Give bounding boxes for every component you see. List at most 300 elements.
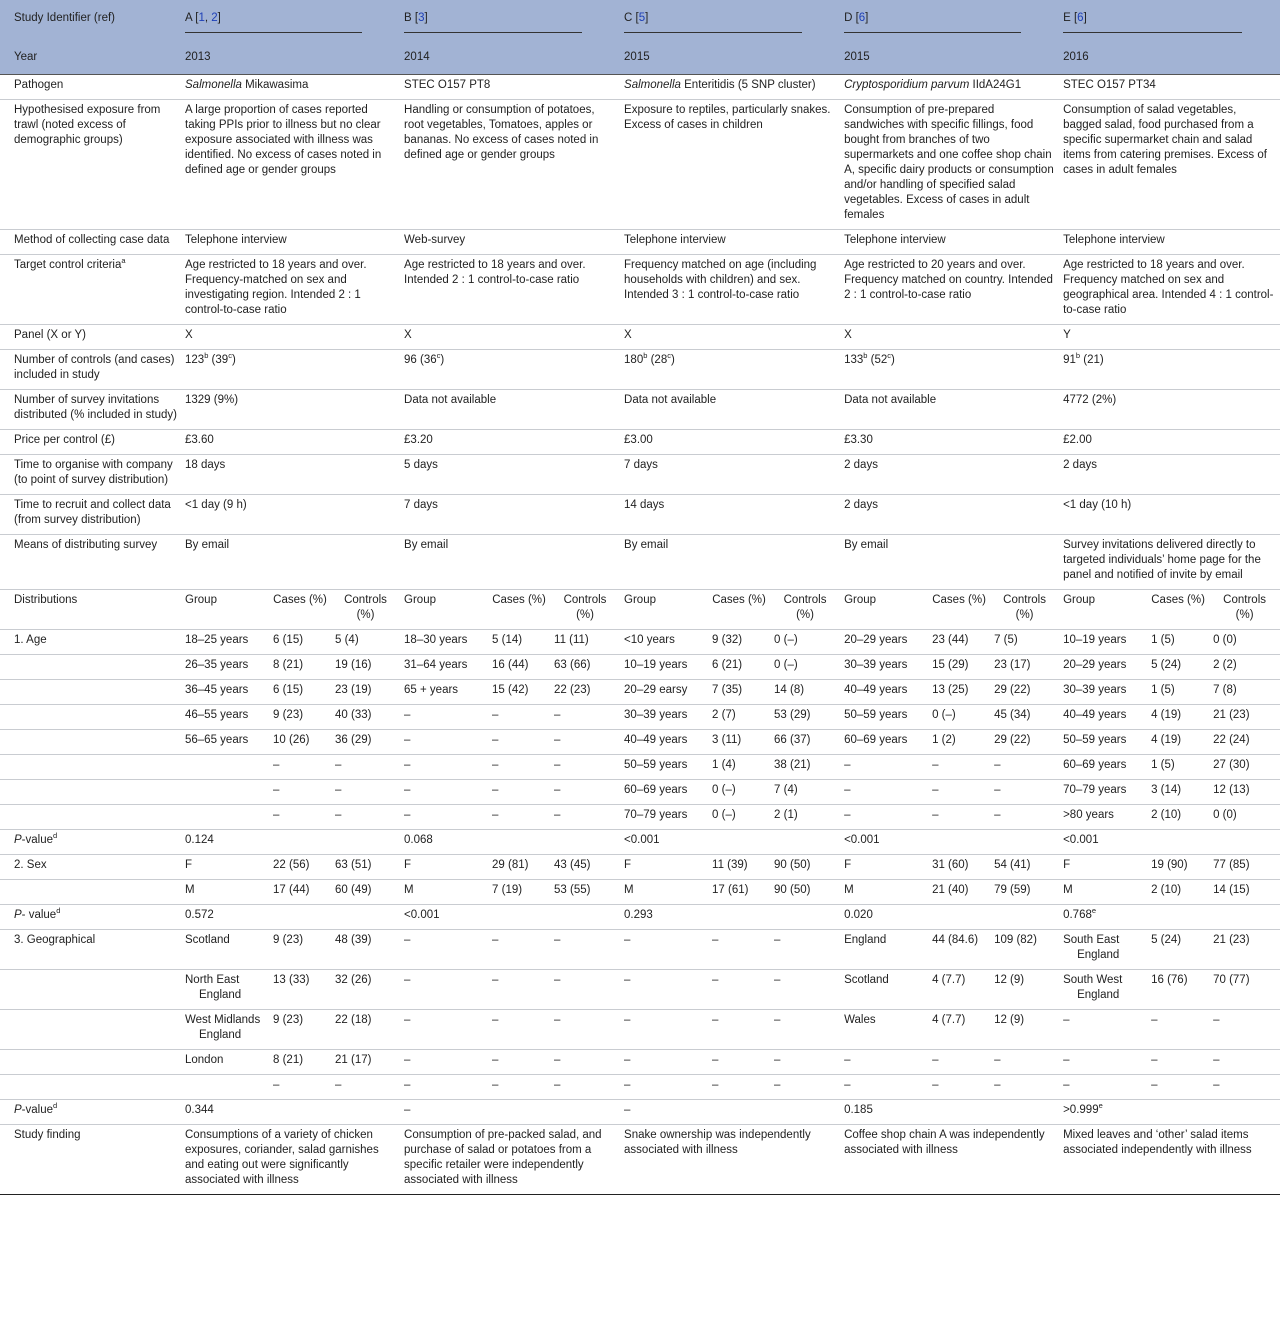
group-cell: M: [1059, 880, 1147, 905]
group-cell: 50–59 years: [840, 705, 928, 730]
p-value-text: 0.344: [185, 1104, 214, 1116]
controls-cell: 21 (23): [1209, 705, 1280, 730]
col-controls-header: Controls (%): [1209, 590, 1280, 630]
controls-count: 91: [1063, 354, 1076, 366]
cases-cell: –: [488, 1050, 550, 1075]
controls-cell: 0 (–): [770, 655, 840, 680]
row-label: 1. Age: [0, 630, 181, 655]
group-cell: Scotland: [840, 970, 928, 1010]
footnote-marker: b: [204, 351, 209, 361]
row-value: Y: [1059, 325, 1280, 350]
controls-cell: 63 (51): [331, 855, 400, 880]
row-value: By email: [181, 535, 400, 590]
controls-cell: 70 (77): [1209, 970, 1280, 1010]
row-sex: [0, 855, 1280, 880]
group-cell: 31–64 years: [400, 655, 488, 680]
col-controls-header: Controls (%): [331, 590, 400, 630]
finding-value: Consumption of pre-packed salad, and purchase of salad or potatoes from a specific retailer were independently associated with illness: [400, 1125, 620, 1195]
group-cell: M: [620, 880, 708, 905]
group-cell: 30–39 years: [620, 705, 708, 730]
row-value: Consumption of pre-prepared sandwiches with specific fillings, food bought from branches of two supermarkets and one coffee shop chain A, specific dairy products or consumption and/or handling of specified salad vegetables. Excess of cases in adult females: [840, 100, 1059, 230]
cases-cell: –: [488, 1010, 550, 1050]
header-label-study: Study Identifier (ref): [0, 0, 181, 42]
pathogen-value: [1059, 75, 1280, 100]
group-cell: M: [181, 880, 269, 905]
finding-value: Mixed leaves and ‘other’ salad items associated independently with illness: [1059, 1125, 1280, 1195]
pathogen-genus: Salmonella: [624, 79, 681, 91]
row-value: Web-survey: [400, 230, 620, 255]
cases-cell: 6 (15): [269, 680, 331, 705]
group-cell: Scotland: [181, 930, 269, 970]
cases-cell: 2 (10): [1147, 880, 1209, 905]
group-cell: M: [400, 880, 488, 905]
pathogen-type: STEC O157 PT34: [1063, 79, 1156, 91]
group-cell: 40–49 years: [840, 680, 928, 705]
controls-cell: –: [1209, 1010, 1280, 1050]
group-cell: M: [840, 880, 928, 905]
cases-cell: –: [708, 970, 770, 1010]
cases-cell: –: [488, 930, 550, 970]
controls-cell: 7 (8): [1209, 680, 1280, 705]
controls-cell: –: [550, 730, 620, 755]
row-label: [0, 805, 181, 830]
group-cell: 30–39 years: [840, 655, 928, 680]
controls-cell: 60 (49): [331, 880, 400, 905]
controls-cell: –: [331, 755, 400, 780]
group-cell: –: [840, 805, 928, 830]
row-geographical: [0, 1050, 1280, 1075]
cases-cell: 5 (14): [488, 630, 550, 655]
col-cases-header: Cases (%): [708, 590, 770, 630]
cases-cell: 5 (24): [1147, 655, 1209, 680]
row-time-recruit: [0, 495, 1280, 535]
controls-cell: –: [990, 1050, 1059, 1075]
controls-cell: –: [550, 1010, 620, 1050]
pathogen-type: Mikawasima: [241, 79, 309, 91]
p-symbol: P: [14, 909, 22, 921]
controls-cell: –: [770, 1050, 840, 1075]
cases-cell: 9 (23): [269, 705, 331, 730]
controls-cell: –: [990, 755, 1059, 780]
row-label: [0, 1075, 181, 1100]
cases-cell: 16 (76): [1147, 970, 1209, 1010]
row-value: 7 days: [400, 495, 620, 535]
row-means-distributing: [0, 535, 1280, 590]
p-value: [181, 1100, 400, 1125]
group-cell: –: [840, 755, 928, 780]
cases-cell: 1 (5): [1147, 630, 1209, 655]
cases-cell: –: [488, 1075, 550, 1100]
cases-cell: –: [269, 780, 331, 805]
cases-cell: –: [488, 705, 550, 730]
cases-cell: 6 (15): [269, 630, 331, 655]
header-study-cell: [181, 0, 400, 42]
row-number-controls: [0, 350, 1280, 390]
p-value-label-text: -value: [21, 834, 53, 846]
cases-cell: 4 (7.7): [928, 970, 990, 1010]
study-letter: B: [404, 12, 412, 24]
cases-cell: 2 (7): [708, 705, 770, 730]
row-value: £3.00: [620, 430, 840, 455]
cases-cell: 15 (42): [488, 680, 550, 705]
p-value-label: [0, 905, 181, 930]
cases-cell: 17 (44): [269, 880, 331, 905]
study-letter: C: [624, 12, 633, 24]
cases-cell: 9 (23): [269, 1010, 331, 1050]
cases-cell: –: [269, 1075, 331, 1100]
finding-value: Coffee shop chain A was independently associated with illness: [840, 1125, 1059, 1195]
row-label: [0, 1010, 181, 1050]
row-value: 2 days: [840, 455, 1059, 495]
group-cell: –: [620, 1010, 708, 1050]
cases-cell: –: [928, 1075, 990, 1100]
controls-cell: –: [550, 805, 620, 830]
controls-cell: 0 (–): [770, 630, 840, 655]
p-value: [1059, 830, 1280, 855]
group-cell: –: [840, 1075, 928, 1100]
row-value: X: [181, 325, 400, 350]
col-cases-header: Cases (%): [269, 590, 331, 630]
row-value: £3.20: [400, 430, 620, 455]
cases-cell: 44 (84.6): [928, 930, 990, 970]
cases-cell: 9 (32): [708, 630, 770, 655]
controls-cell: 14 (15): [1209, 880, 1280, 905]
controls-cell: 0 (0): [1209, 805, 1280, 830]
p-value: [1059, 1100, 1280, 1125]
col-group-header: Group: [620, 590, 708, 630]
row-value: Data not available: [620, 390, 840, 430]
group-cell: –: [400, 1050, 488, 1075]
p-value: [840, 830, 1059, 855]
col-controls-header: Controls (%): [550, 590, 620, 630]
header-study-cell: [840, 0, 1059, 42]
controls-cell: –: [331, 780, 400, 805]
study-identifier: B [3]: [404, 11, 582, 33]
row-sex: [0, 880, 1280, 905]
cases-cell: 4 (7.7): [928, 1010, 990, 1050]
group-cell: –: [400, 930, 488, 970]
cases-cell: 2 (10): [1147, 805, 1209, 830]
cases-cell: –: [488, 730, 550, 755]
pathogen-value: [840, 75, 1059, 100]
group-cell: F: [840, 855, 928, 880]
group-cell: F: [181, 855, 269, 880]
col-group-header: Group: [1059, 590, 1147, 630]
controls-cell: –: [990, 1075, 1059, 1100]
cases-cell: 29 (81): [488, 855, 550, 880]
row-value: By email: [840, 535, 1059, 590]
group-cell: 40–49 years: [620, 730, 708, 755]
cases-cell: 17 (61): [708, 880, 770, 905]
footnote-marker: c: [436, 351, 441, 361]
cases-cell: 7 (35): [708, 680, 770, 705]
p-value-text: >0.999: [1063, 1104, 1099, 1116]
group-cell: 10–19 years: [1059, 630, 1147, 655]
controls-cell: 22 (24): [1209, 730, 1280, 755]
p-value-text: 0.068: [404, 834, 433, 846]
footnote-marker: d: [53, 1101, 58, 1111]
group-cell: >80 years: [1059, 805, 1147, 830]
footnote-marker: b: [863, 351, 868, 361]
group-cell: London: [181, 1050, 269, 1075]
controls-cell: –: [770, 970, 840, 1010]
cases-cell: 0 (–): [708, 805, 770, 830]
group-cell: –: [400, 705, 488, 730]
group-cell: –: [400, 1010, 488, 1050]
group-cell: 60–69 years: [620, 780, 708, 805]
cases-cell: 13 (25): [928, 680, 990, 705]
row-age: [0, 705, 1280, 730]
finding-value: Consumptions of a variety of chicken exposures, coriander, salad garnishes and eating out were significantly associated with illness: [181, 1125, 400, 1195]
row-label: [0, 730, 181, 755]
cases-cell: –: [1147, 1050, 1209, 1075]
controls-cell: 38 (21): [770, 755, 840, 780]
p-value: [620, 905, 840, 930]
row-label-text: Target control criteria: [14, 259, 122, 271]
row-age: [0, 730, 1280, 755]
col-cases-header: Cases (%): [1147, 590, 1209, 630]
cases-count: 28: [654, 354, 668, 366]
controls-cell: 36 (29): [331, 730, 400, 755]
group-cell: –: [840, 780, 928, 805]
group-cell: 10–19 years: [620, 655, 708, 680]
row-age: [0, 805, 1280, 830]
group-cell: 50–59 years: [1059, 730, 1147, 755]
controls-cell: –: [550, 705, 620, 730]
row-geographical: [0, 1010, 1280, 1050]
col-group-header: Group: [181, 590, 269, 630]
row-study-finding: [0, 1125, 1280, 1195]
controls-cell: –: [770, 1075, 840, 1100]
row-value: Data not available: [400, 390, 620, 430]
group-cell: 46–55 years: [181, 705, 269, 730]
study-identifier: A [1, 2]: [185, 11, 362, 33]
row-label-text: Method of collecting case data: [14, 234, 170, 246]
footnote-marker: c: [887, 351, 891, 361]
controls-cell: 27 (30): [1209, 755, 1280, 780]
group-cell: F: [1059, 855, 1147, 880]
cases-cell: 22 (56): [269, 855, 331, 880]
footnote-marker: e: [1091, 906, 1097, 916]
row-value: 1329 (9%): [181, 390, 400, 430]
p-value-text: –: [624, 1104, 631, 1116]
header-row-study: [0, 0, 1280, 42]
controls-count: 96: [404, 354, 417, 366]
header-row-year: [0, 42, 1280, 75]
row-value: Handling or consumption of potatoes, root vegetables, Tomatoes, apples or bananas. No excess of cases noted in defined age or gender groups: [400, 100, 620, 230]
row-label: [0, 535, 181, 590]
cases-cell: 1 (4): [708, 755, 770, 780]
row-label-text: Hypothesised exposure from trawl (noted excess of demographic groups): [14, 104, 161, 146]
group-cell: 36–45 years: [181, 680, 269, 705]
group-cell: <10 years: [620, 630, 708, 655]
cases-cell: 3 (11): [708, 730, 770, 755]
controls-cell: 2 (1): [770, 805, 840, 830]
controls-count: 133: [844, 354, 864, 366]
footnote-marker: a: [121, 256, 126, 266]
controls-value: 180$^b$ (28$^c$): [620, 350, 840, 390]
row-value: Data not available: [840, 390, 1059, 430]
reference-link[interactable]: 6: [1077, 12, 1084, 24]
cases-cell: 23 (44): [928, 630, 990, 655]
row-target-control: [0, 255, 1280, 325]
reference-link[interactable]: 2: [211, 12, 218, 24]
p-value-label-text: - value: [21, 909, 57, 921]
row-age: [0, 630, 1280, 655]
row-label-text: Panel (X or Y): [14, 329, 87, 341]
study-identifier: D [6]: [844, 11, 1021, 33]
row-label: [0, 970, 181, 1010]
controls-cell: 40 (33): [331, 705, 400, 730]
controls-cell: 19 (16): [331, 655, 400, 680]
controls-cell: 90 (50): [770, 855, 840, 880]
pathogen-type: Enteritidis (5 SNP cluster): [680, 79, 816, 91]
cases-cell: –: [928, 805, 990, 830]
controls-cell: 5 (4): [331, 630, 400, 655]
p-value-text: <0.001: [844, 834, 880, 846]
group-cell: [181, 1075, 269, 1100]
controls-cell: –: [1209, 1050, 1280, 1075]
group-cell: 18–30 years: [400, 630, 488, 655]
row-label: [0, 230, 181, 255]
row-value: Frequency matched on age (including households with children) and sex. Intended 3 : 1 control-to-case ratio: [620, 255, 840, 325]
controls-cell: 2 (2): [1209, 655, 1280, 680]
row-price: [0, 430, 1280, 455]
pathogen-value: [400, 75, 620, 100]
finding-value: Snake ownership was independently associated with illness: [620, 1125, 840, 1195]
group-cell: 70–79 years: [1059, 780, 1147, 805]
controls-cell: 79 (59): [990, 880, 1059, 905]
cases-cell: 10 (26): [269, 730, 331, 755]
reference-link[interactable]: 3: [418, 12, 425, 24]
cases-cell: 16 (44): [488, 655, 550, 680]
study-letter: A: [185, 12, 193, 24]
cases-cell: 8 (21): [269, 1050, 331, 1075]
controls-cell: –: [550, 930, 620, 970]
group-cell: –: [400, 780, 488, 805]
row-method: [0, 230, 1280, 255]
controls-cell: 0 (0): [1209, 630, 1280, 655]
row-value: Age restricted to 18 years and over. Frequency matched on sex and geographical area. Intended 4 : 1 control-to-case ratio: [1059, 255, 1280, 325]
group-cell: South East England: [1059, 930, 1147, 970]
p-value-text: 0.185: [844, 1104, 873, 1116]
reference-link[interactable]: 1: [198, 12, 205, 24]
controls-cell: 7 (4): [770, 780, 840, 805]
row-value: Age restricted to 18 years and over. Intended 2 : 1 control-to-case ratio: [400, 255, 620, 325]
controls-cell: 12 (9): [990, 970, 1059, 1010]
group-cell: West Midlands England: [181, 1010, 269, 1050]
header-study-cell: [400, 0, 620, 42]
row-value: By email: [400, 535, 620, 590]
study-year: 2015: [840, 42, 1059, 75]
controls-cell: 12 (9): [990, 1010, 1059, 1050]
row-label: Distributions: [0, 590, 181, 630]
reference-link[interactable]: 6: [858, 12, 866, 24]
row-label: [0, 755, 181, 780]
pathogen-genus: Cryptosporidium parvum: [844, 79, 970, 91]
row-value: 2 days: [840, 495, 1059, 535]
p-value: [400, 905, 620, 930]
row-value: £3.30: [840, 430, 1059, 455]
controls-cell: 45 (34): [990, 705, 1059, 730]
p-value: [400, 1100, 620, 1125]
pathogen-type: IIdA24G1: [969, 79, 1022, 91]
cases-cell: 8 (21): [269, 655, 331, 680]
row-invitations: [0, 390, 1280, 430]
row-value: X: [400, 325, 620, 350]
col-controls-header: Controls (%): [770, 590, 840, 630]
study-year: 2013: [181, 42, 400, 75]
group-cell: 20–29 years: [840, 630, 928, 655]
controls-cell: 90 (50): [770, 880, 840, 905]
cases-cell: –: [269, 805, 331, 830]
controls-cell: 63 (66): [550, 655, 620, 680]
controls-cell: 29 (22): [990, 730, 1059, 755]
cases-cell: 1 (5): [1147, 755, 1209, 780]
controls-cell: –: [331, 805, 400, 830]
row-value: Age restricted to 20 years and over. Frequency matched on country. Intended 2 : 1 control-to-case ratio: [840, 255, 1059, 325]
group-cell: –: [620, 1075, 708, 1100]
row-label: 2. Sex: [0, 855, 181, 880]
footnote-marker: d: [56, 906, 61, 916]
group-cell: 50–59 years: [620, 755, 708, 780]
controls-value: 133$^b$ (52$^c$): [840, 350, 1059, 390]
p-value: [181, 830, 400, 855]
controls-cell: –: [550, 780, 620, 805]
group-cell: –: [400, 805, 488, 830]
row-value: Telephone interview: [1059, 230, 1280, 255]
reference-link[interactable]: 5: [638, 12, 646, 24]
cases-count: 52: [874, 354, 888, 366]
controls-cell: –: [550, 755, 620, 780]
row-label: [0, 495, 181, 535]
controls-cell: 14 (8): [770, 680, 840, 705]
group-cell: 26–35 years: [181, 655, 269, 680]
study-year: 2014: [400, 42, 620, 75]
group-cell: 60–69 years: [1059, 755, 1147, 780]
row-label: [0, 100, 181, 230]
cases-cell: 15 (29): [928, 655, 990, 680]
row-value: By email: [620, 535, 840, 590]
group-cell: –: [620, 930, 708, 970]
row-value: A large proportion of cases reported taking PPIs prior to illness but no clear exposure associated with illness was identified. No excess of cases noted in defined age or gender groups: [181, 100, 400, 230]
controls-cell: 54 (41): [990, 855, 1059, 880]
row-label: 3. Geographical: [0, 930, 181, 970]
cases-cell: 3 (14): [1147, 780, 1209, 805]
study-identifier: E [6]: [1063, 11, 1242, 33]
cases-cell: 7 (19): [488, 880, 550, 905]
controls-cell: –: [990, 805, 1059, 830]
row-value: 5 days: [400, 455, 620, 495]
pathogen-type: STEC O157 PT8: [404, 79, 491, 91]
row-label: [0, 390, 181, 430]
row-value: <1 day (10 h): [1059, 495, 1280, 535]
group-cell: –: [400, 755, 488, 780]
controls-cell: 29 (22): [990, 680, 1059, 705]
cases-cell: 31 (60): [928, 855, 990, 880]
study-year: 2015: [620, 42, 840, 75]
group-cell: 60–69 years: [840, 730, 928, 755]
controls-cell: –: [331, 1075, 400, 1100]
cases-cell: –: [928, 780, 990, 805]
row-value: Telephone interview: [840, 230, 1059, 255]
row-label: [0, 880, 181, 905]
footnote-marker: b: [643, 351, 648, 361]
row-value: 4772 (2%): [1059, 390, 1280, 430]
controls-cell: 53 (29): [770, 705, 840, 730]
header-study-cell: [620, 0, 840, 42]
footnote-marker: e: [1098, 1101, 1103, 1111]
